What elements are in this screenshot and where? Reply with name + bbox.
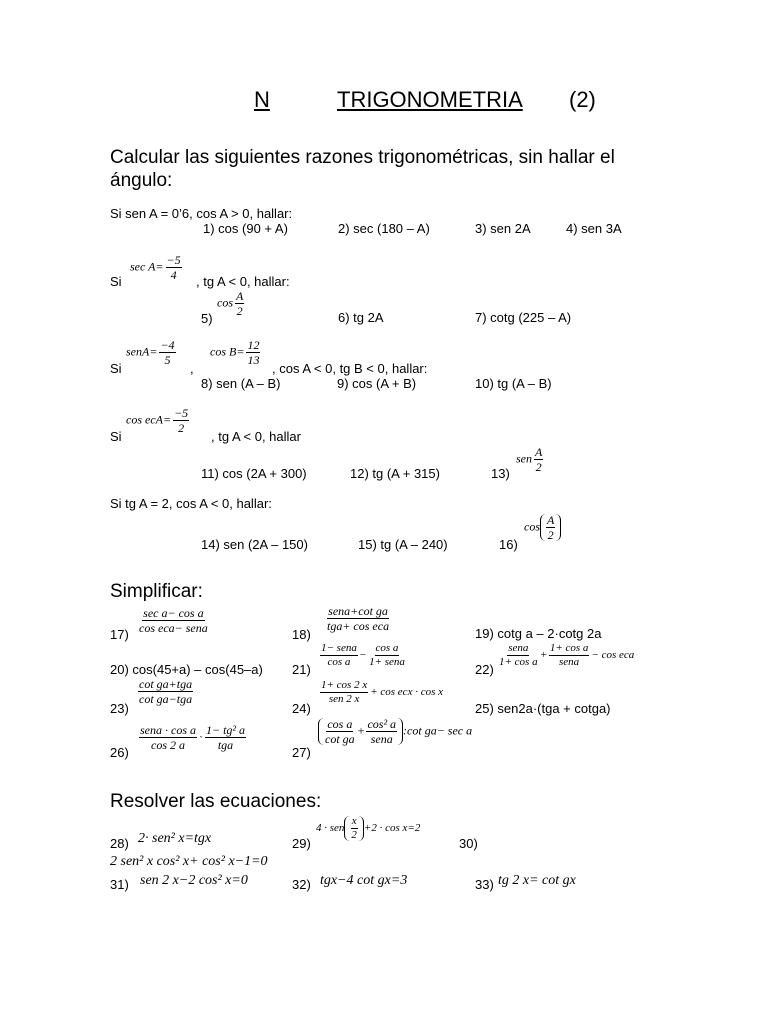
exercise-20: 20) cos(45+a) – cos(45–a) [110, 662, 263, 677]
equation-31: sen 2 x−2 cos² x=0 [140, 873, 248, 888]
exercise-31: 31) [110, 877, 129, 892]
formula-cos-b: cos B= $\frac{12}{13}$ [210, 338, 260, 367]
exercise-10: 10) tg (A – B) [475, 376, 552, 391]
exercise-17: 17) [110, 627, 129, 642]
expression-24: 1+ cos 2 x sen 2 x + cos ecx · cos x [321, 679, 443, 705]
si-label-4: Si [110, 429, 122, 444]
exercise-18: 18) [292, 627, 311, 642]
exercise-4: 4) sen 3A [566, 221, 622, 236]
exercise-23: 23) [110, 701, 129, 716]
exercise-28: 28) [110, 836, 129, 851]
expression-23: cot ga+tga cot ga−tga [139, 677, 193, 706]
exercise-27: 27) [292, 745, 311, 760]
expression-27: $\frac{\text{cos a}}{\text{cot ga}}$ + cos² a sena :cot ga− sec a [318, 718, 472, 745]
header-number: (2) [569, 87, 596, 112]
exercise-6: 6) tg 2A [338, 310, 384, 325]
exercise-8: 8) sen (A – B) [201, 376, 281, 391]
section-heading-razones: Calcular las siguientes razones trigonométricas, sin hallar el ángulo: [110, 147, 615, 191]
si-label-3: Si [110, 361, 122, 376]
exercise-19: 19) cotg a – 2·cotg 2a [475, 626, 602, 641]
exercise-13: 13) [491, 466, 510, 481]
exercise-14: 14) sen (2A – 150) [201, 537, 308, 552]
exercise-32: 32) [292, 877, 311, 892]
formula-sen-half-a: sen $\frac{A}{2}$ [516, 445, 543, 474]
condition-3: , cos A < 0, tg B < 0, hallar: [272, 361, 428, 376]
section-heading-simplificar: Simplificar: [110, 581, 203, 602]
exercise-21: 21) [292, 662, 311, 677]
formula-sen-a: senA= $\frac{-4}{5}$ [126, 338, 175, 367]
exercise-15: 15) tg (A – 240) [358, 537, 448, 552]
equation-28: 2· sen² x=tgx [138, 831, 212, 846]
exercise-25: 25) sen2a·(tga + cotga) [475, 701, 611, 716]
equation-32: tgx−4 cot gx=3 [320, 873, 408, 888]
expression-21: 1− sena cos a − cos a 1+ sena [321, 642, 405, 668]
equation-30: 2 sen² x cos² x+ cos² x−1=0 [110, 854, 268, 869]
condition-2: , tg A < 0, hallar: [196, 274, 290, 289]
expression-17: sec a− cos a cos eca− sena [139, 606, 208, 635]
expression-18: sena+cot ga tga+ cos eca [327, 604, 390, 633]
exercise-3: 3) sen 2A [475, 221, 531, 236]
condition-1: Si sen A = 0’6, cos A > 0, hallar: [110, 206, 293, 221]
page-title: TRIGONOMETRIA [337, 87, 523, 112]
exercise-1: 1) cos (90 + A) [203, 221, 288, 236]
exercise-22: 22) [475, 662, 494, 677]
formula-sec-a: sec A= $\frac{-5}{4}$ [130, 253, 181, 282]
exercise-24: 24) [292, 701, 311, 716]
formula-cosec-a: cos ecA= $\frac{-5}{2}$ [126, 406, 189, 435]
equation-33: tg 2 x= cot gx [498, 873, 576, 888]
exercise-5: 5) [201, 311, 213, 326]
comma-3: , [190, 361, 194, 376]
si-label-2: Si [110, 274, 122, 289]
condition-5: Si tg A = 2, cos A < 0, hallar: [110, 496, 272, 511]
exercise-30: 30) [459, 836, 478, 851]
expression-22: sena 1+ cos a + 1+ cos a sena − cos eca [499, 642, 635, 668]
exercise-29: 29) [292, 836, 311, 851]
exercise-33: 33) [475, 877, 494, 892]
exercise-11: 11) cos (2A + 300) [201, 466, 307, 481]
exercise-12: 12) tg (A + 315) [350, 466, 440, 481]
exercise-9: 9) cos (A + B) [337, 376, 417, 391]
exercise-7: 7) cotg (225 – A) [475, 310, 572, 325]
expression-26: sena · cos a cos 2 a · 1− tg² a tga [140, 723, 246, 752]
condition-4: , tg A < 0, hallar [211, 429, 301, 444]
section-heading-ecuaciones: Resolver las ecuaciones: [110, 791, 322, 812]
formula-cos-paren-half-a: cos $\frac{A}{2}$ [524, 514, 561, 541]
exercise-26: 26) [110, 745, 129, 760]
equation-29: 4 · sen $\frac{x}{2}$ +2 · cos x=2 [316, 815, 421, 841]
formula-cos-half-a: cos $\frac{A}{2}$ [217, 289, 244, 318]
exercise-16: 16) [499, 537, 518, 552]
header-letter: N [254, 87, 270, 112]
exercise-2: 2) sec (180 – A) [338, 221, 430, 236]
